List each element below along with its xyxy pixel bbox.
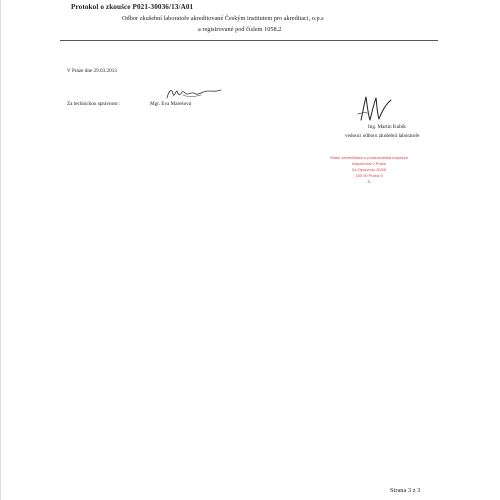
signature-technical [163,86,225,102]
header-divider [60,40,438,41]
official-stamp [314,155,424,185]
head-role: vedoucí odboru zkušební laboratoře [345,133,420,139]
technical-correctness-label: Za technickou správnost : [67,101,121,107]
header-subtitle-line2: a registrované pod číslem 1058.2 [198,26,282,33]
stamp-mark: -5- [366,179,372,184]
stamp-line: 150 00 Praha 5 [355,173,383,178]
head-name: Ing. Martin Kubík [368,124,406,130]
signature-head [355,94,395,124]
stamp-line: Za Opravnou 303/6 [351,167,387,172]
header-subtitle-line1: Odbor zkušební laboratoře akreditované Českým institutem pro akreditaci, o.p.s [122,15,324,22]
stamp-line: Inspektorát v Praze [351,161,387,166]
stamp-line: Státní zemědělská a potravinářská inspekce [329,155,409,160]
technical-name: Mgr. Eva Marešová [150,101,192,107]
protocol-title: Protokol o zkoušce P021-30036/13/A01 [71,3,194,11]
page-number: Strana 3 z 3 [390,487,421,494]
place-and-date: V Praze dne 29.03.2013 [67,68,117,74]
